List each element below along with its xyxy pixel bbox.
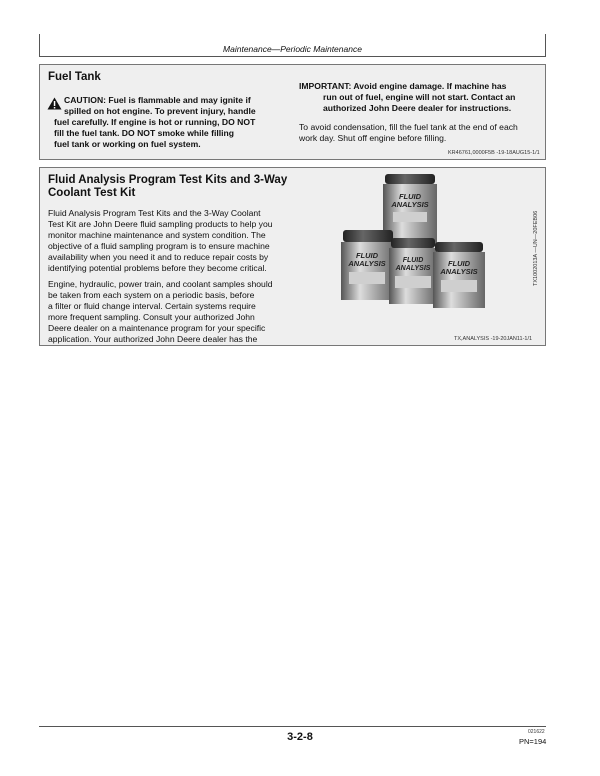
footer-divider <box>39 726 546 727</box>
jar-label-analysis-4: ANALYSIS <box>440 267 478 276</box>
fuel-tank-title: Fuel Tank <box>48 71 101 83</box>
jar-label-fluid: FLUID <box>398 192 422 201</box>
important-line-3: authorized John Deere dealer for instructions. <box>323 103 512 113</box>
fluid-title-line-2: Coolant Test Kit <box>48 187 136 199</box>
caution-line-5: fuel tank or working on fuel system. <box>54 139 201 149</box>
image-code: TX1002013A —UN—20FEB06 <box>533 210 539 286</box>
jar-label-analysis-3: ANALYSIS <box>395 265 431 272</box>
para2-line-2: be taken from each system on a periodic basis, before <box>48 290 255 300</box>
running-head: Maintenance—Periodic Maintenance <box>223 44 362 54</box>
para2-line-6: application. Your authorized John Deere dealer has the <box>48 334 258 344</box>
para1-line-3: monitor machine maintenance and system condition. The <box>48 230 266 240</box>
pn-number: PN=194 <box>519 737 547 746</box>
para2-line-4: more frequent sampling. Consult your authorized John <box>48 312 255 322</box>
fuel-tank-ref: KR46761,0000F5B -19-18AUG15-1/1 <box>448 150 540 156</box>
jar-label-analysis: ANALYSIS <box>391 200 429 209</box>
jar-label-fluid-2: FLUID <box>355 251 379 260</box>
fuel-tank-section <box>39 64 546 160</box>
para1-line-2: Test Kit are John Deere fluid sampling products to help you <box>48 219 273 229</box>
fluid-analysis-jars-photo <box>331 172 538 322</box>
para2-line-1: Engine, hydraulic, power train, and coolant samples should <box>48 279 273 289</box>
footer-small-code: 021622 <box>528 729 545 735</box>
header-divider <box>39 56 546 57</box>
jar-label-analysis-2: ANALYSIS <box>348 259 386 268</box>
para1-line-4: objective of a fluid sampling program is to ensure machine <box>48 241 270 251</box>
fluid-analysis-ref: TX,ANALYSIS -19-20JAN11-1/1 <box>454 336 533 342</box>
caution-line-2: spilled on hot engine. To prevent injury, handle <box>64 106 256 116</box>
para2-line-5: Deere dealer on a maintenance program for your specific <box>48 323 266 333</box>
page-number: 3-2-8 <box>287 731 313 743</box>
para1-line-6: identifying potential problems before they become critical. <box>48 263 267 273</box>
caution-triangle-icon <box>47 97 62 110</box>
fluid-title-line-1: Fluid Analysis Program Test Kits and 3-Way <box>48 174 288 186</box>
fuel-body-line-2: work day. Shut off engine before filling. <box>299 133 447 143</box>
caution-line-4: fill the fuel tank. DO NOT smoke while filling <box>54 128 235 138</box>
para1-line-5: availability when you need it and to reduce repair costs by <box>48 252 269 262</box>
para1-line-1: Fluid Analysis Program Test Kits and the 3-Way Coolant <box>48 208 261 218</box>
caution-line-3: fuel carefully. If engine is hot or running, DO NOT <box>54 117 256 127</box>
para2-line-3: a filter or fluid change interval. Certain systems require <box>48 301 256 311</box>
important-line-1: IMPORTANT: Avoid engine damage. If machine has <box>299 81 507 91</box>
jar-label-fluid-3: FLUID <box>402 257 424 264</box>
important-line-2: run out of fuel, engine will not start. Contact an <box>323 92 516 102</box>
fuel-body-line-1: To avoid condensation, fill the fuel tank at the end of each <box>299 122 518 132</box>
caution-line-1: CAUTION: Fuel is flammable and may ignite if <box>64 95 251 105</box>
fluid-analysis-section <box>39 167 546 346</box>
jar-label-fluid-4: FLUID <box>447 259 471 268</box>
